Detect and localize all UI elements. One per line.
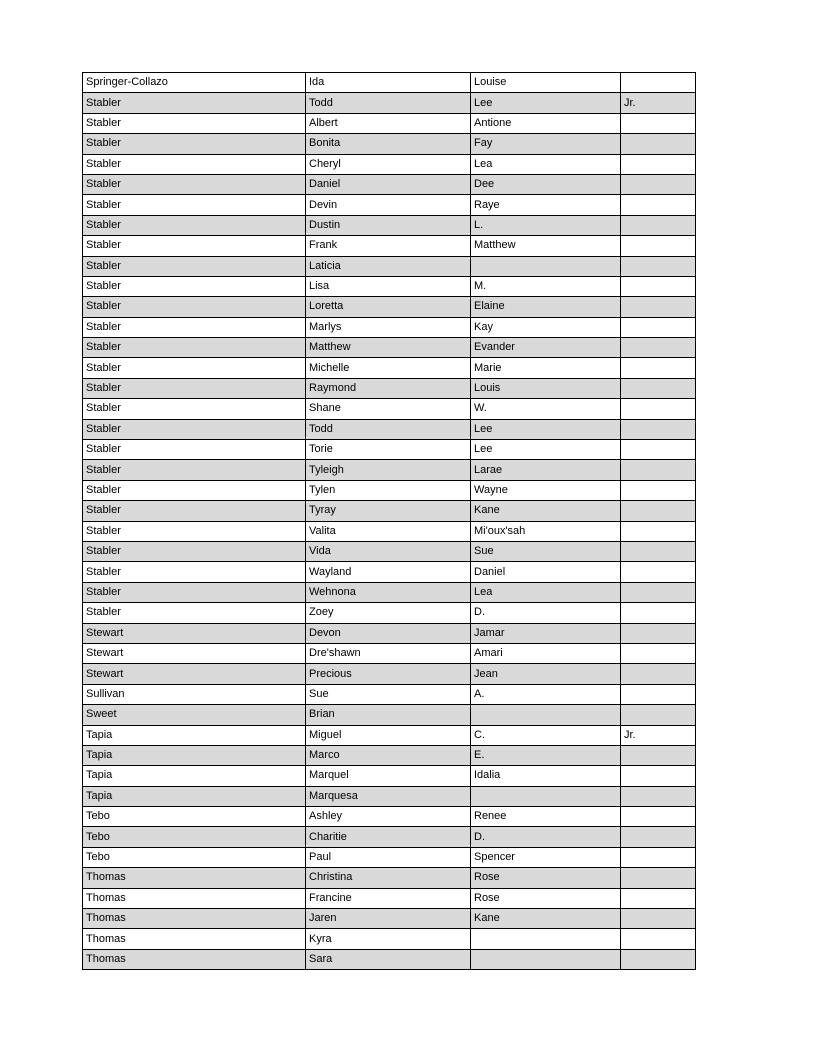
- table-row: [83, 521, 696, 541]
- first-name-cell: Torie: [306, 440, 471, 460]
- suffix-cell: [621, 440, 696, 460]
- first-name-cell: Sue: [306, 684, 471, 704]
- first-name-cell: Francine: [306, 888, 471, 908]
- middle-name-cell: Idalia: [471, 766, 621, 786]
- last-name-cell: Stewart: [83, 623, 306, 643]
- last-name-cell: Stabler: [83, 603, 306, 623]
- suffix-cell: [621, 256, 696, 276]
- middle-name-cell: Elaine: [471, 297, 621, 317]
- last-name-cell: Tebo: [83, 847, 306, 867]
- suffix-cell: [621, 317, 696, 337]
- table-row: [83, 480, 696, 500]
- table-row: [83, 338, 696, 358]
- suffix-cell: [621, 195, 696, 215]
- table-row: [83, 195, 696, 215]
- middle-name-cell: Dee: [471, 174, 621, 194]
- first-name-cell: Frank: [306, 236, 471, 256]
- table-row: [83, 358, 696, 378]
- middle-name-cell: [471, 949, 621, 969]
- middle-name-cell: E.: [471, 745, 621, 765]
- middle-name-cell: Raye: [471, 195, 621, 215]
- first-name-cell: Bonita: [306, 134, 471, 154]
- middle-name-cell: Evander: [471, 338, 621, 358]
- table-row: [83, 460, 696, 480]
- table-row: [83, 154, 696, 174]
- suffix-cell: [621, 562, 696, 582]
- table-row: [83, 603, 696, 623]
- first-name-cell: Shane: [306, 399, 471, 419]
- table-row: [83, 582, 696, 602]
- middle-name-cell: [471, 929, 621, 949]
- last-name-cell: Stabler: [83, 582, 306, 602]
- table-row: [83, 664, 696, 684]
- table-row: [83, 378, 696, 398]
- last-name-cell: Stabler: [83, 358, 306, 378]
- middle-name-cell: [471, 705, 621, 725]
- last-name-cell: Stabler: [83, 276, 306, 296]
- suffix-cell: [621, 236, 696, 256]
- last-name-cell: Stabler: [83, 174, 306, 194]
- suffix-cell: [621, 541, 696, 561]
- suffix-cell: [621, 399, 696, 419]
- middle-name-cell: D.: [471, 827, 621, 847]
- suffix-cell: [621, 888, 696, 908]
- suffix-cell: [621, 786, 696, 806]
- first-name-cell: Laticia: [306, 256, 471, 276]
- first-name-cell: Wayland: [306, 562, 471, 582]
- table-row: [83, 786, 696, 806]
- middle-name-cell: Antione: [471, 113, 621, 133]
- last-name-cell: Stewart: [83, 664, 306, 684]
- first-name-cell: Daniel: [306, 174, 471, 194]
- middle-name-cell: Lee: [471, 419, 621, 439]
- suffix-cell: [621, 582, 696, 602]
- suffix-cell: [621, 215, 696, 235]
- first-name-cell: Tylen: [306, 480, 471, 500]
- middle-name-cell: [471, 786, 621, 806]
- first-name-cell: Kyra: [306, 929, 471, 949]
- middle-name-cell: Amari: [471, 643, 621, 663]
- first-name-cell: Marquel: [306, 766, 471, 786]
- table-row: [83, 73, 696, 93]
- first-name-cell: Zoey: [306, 603, 471, 623]
- last-name-cell: Stabler: [83, 562, 306, 582]
- middle-name-cell: Sue: [471, 541, 621, 561]
- first-name-cell: Albert: [306, 113, 471, 133]
- table-row: [83, 297, 696, 317]
- first-name-cell: Devon: [306, 623, 471, 643]
- table-row: [83, 501, 696, 521]
- last-name-cell: Stabler: [83, 93, 306, 113]
- table-row: [83, 93, 696, 113]
- suffix-cell: [621, 134, 696, 154]
- last-name-cell: Stabler: [83, 378, 306, 398]
- middle-name-cell: Jean: [471, 664, 621, 684]
- middle-name-cell: Rose: [471, 888, 621, 908]
- table-row: [83, 868, 696, 888]
- first-name-cell: Ashley: [306, 807, 471, 827]
- middle-name-cell: Kane: [471, 909, 621, 929]
- last-name-cell: Stabler: [83, 440, 306, 460]
- suffix-cell: [621, 419, 696, 439]
- last-name-cell: Stabler: [83, 399, 306, 419]
- first-name-cell: Lisa: [306, 276, 471, 296]
- first-name-cell: Valita: [306, 521, 471, 541]
- middle-name-cell: Fay: [471, 134, 621, 154]
- table-row: [83, 419, 696, 439]
- last-name-cell: Stabler: [83, 134, 306, 154]
- middle-name-cell: Lee: [471, 93, 621, 113]
- last-name-cell: Stabler: [83, 113, 306, 133]
- last-name-cell: Tapia: [83, 766, 306, 786]
- suffix-cell: [621, 603, 696, 623]
- middle-name-cell: A.: [471, 684, 621, 704]
- table-row: [83, 949, 696, 969]
- table-row: [83, 827, 696, 847]
- suffix-cell: [621, 827, 696, 847]
- table-row: [83, 113, 696, 133]
- middle-name-cell: [471, 256, 621, 276]
- first-name-cell: Todd: [306, 93, 471, 113]
- table-row: [83, 909, 696, 929]
- first-name-cell: Ida: [306, 73, 471, 93]
- table-row: [83, 440, 696, 460]
- first-name-cell: Marquesa: [306, 786, 471, 806]
- suffix-cell: [621, 73, 696, 93]
- last-name-cell: Tapia: [83, 725, 306, 745]
- suffix-cell: [621, 276, 696, 296]
- suffix-cell: [621, 684, 696, 704]
- middle-name-cell: Lea: [471, 154, 621, 174]
- last-name-cell: Sweet: [83, 705, 306, 725]
- table-row: [83, 643, 696, 663]
- middle-name-cell: Spencer: [471, 847, 621, 867]
- table-row: [83, 847, 696, 867]
- last-name-cell: Thomas: [83, 868, 306, 888]
- middle-name-cell: Louis: [471, 378, 621, 398]
- middle-name-cell: W.: [471, 399, 621, 419]
- middle-name-cell: D.: [471, 603, 621, 623]
- table-row: [83, 215, 696, 235]
- table-row: [83, 766, 696, 786]
- suffix-cell: [621, 766, 696, 786]
- last-name-cell: Tebo: [83, 807, 306, 827]
- last-name-cell: Thomas: [83, 929, 306, 949]
- table-row: [83, 317, 696, 337]
- suffix-cell: [621, 521, 696, 541]
- name-table: [82, 72, 696, 970]
- suffix-cell: [621, 113, 696, 133]
- table-row: [83, 929, 696, 949]
- first-name-cell: Miguel: [306, 725, 471, 745]
- middle-name-cell: Larae: [471, 460, 621, 480]
- suffix-cell: [621, 745, 696, 765]
- last-name-cell: Stabler: [83, 521, 306, 541]
- table-row: [83, 623, 696, 643]
- first-name-cell: Raymond: [306, 378, 471, 398]
- suffix-cell: [621, 501, 696, 521]
- last-name-cell: Stewart: [83, 643, 306, 663]
- suffix-cell: Jr.: [621, 93, 696, 113]
- first-name-cell: Tyray: [306, 501, 471, 521]
- table-row: [83, 745, 696, 765]
- last-name-cell: Stabler: [83, 338, 306, 358]
- first-name-cell: Jaren: [306, 909, 471, 929]
- first-name-cell: Cheryl: [306, 154, 471, 174]
- suffix-cell: [621, 847, 696, 867]
- suffix-cell: [621, 358, 696, 378]
- middle-name-cell: Kay: [471, 317, 621, 337]
- last-name-cell: Stabler: [83, 195, 306, 215]
- last-name-cell: Stabler: [83, 297, 306, 317]
- middle-name-cell: Jamar: [471, 623, 621, 643]
- first-name-cell: Wehnona: [306, 582, 471, 602]
- table-row: [83, 236, 696, 256]
- suffix-cell: Jr.: [621, 725, 696, 745]
- table-row: [83, 807, 696, 827]
- first-name-cell: Todd: [306, 419, 471, 439]
- last-name-cell: Stabler: [83, 460, 306, 480]
- middle-name-cell: Daniel: [471, 562, 621, 582]
- suffix-cell: [621, 949, 696, 969]
- middle-name-cell: Marie: [471, 358, 621, 378]
- table-row: [83, 888, 696, 908]
- last-name-cell: Stabler: [83, 419, 306, 439]
- table-row: [83, 725, 696, 745]
- middle-name-cell: M.: [471, 276, 621, 296]
- first-name-cell: Michelle: [306, 358, 471, 378]
- last-name-cell: Springer-Collazo: [83, 73, 306, 93]
- suffix-cell: [621, 705, 696, 725]
- first-name-cell: Matthew: [306, 338, 471, 358]
- first-name-cell: Precious: [306, 664, 471, 684]
- first-name-cell: Paul: [306, 847, 471, 867]
- middle-name-cell: Mi'oux'sah: [471, 521, 621, 541]
- first-name-cell: Marlys: [306, 317, 471, 337]
- middle-name-cell: Louise: [471, 73, 621, 93]
- table-row: [83, 276, 696, 296]
- last-name-cell: Sullivan: [83, 684, 306, 704]
- middle-name-cell: L.: [471, 215, 621, 235]
- table-row: [83, 684, 696, 704]
- table-row: [83, 705, 696, 725]
- last-name-cell: Stabler: [83, 256, 306, 276]
- suffix-cell: [621, 378, 696, 398]
- first-name-cell: Loretta: [306, 297, 471, 317]
- first-name-cell: Brian: [306, 705, 471, 725]
- suffix-cell: [621, 929, 696, 949]
- table-body: [83, 73, 696, 970]
- suffix-cell: [621, 154, 696, 174]
- last-name-cell: Tapia: [83, 745, 306, 765]
- suffix-cell: [621, 868, 696, 888]
- middle-name-cell: Lee: [471, 440, 621, 460]
- suffix-cell: [621, 460, 696, 480]
- suffix-cell: [621, 297, 696, 317]
- last-name-cell: Stabler: [83, 236, 306, 256]
- last-name-cell: Stabler: [83, 215, 306, 235]
- last-name-cell: Stabler: [83, 501, 306, 521]
- suffix-cell: [621, 480, 696, 500]
- suffix-cell: [621, 807, 696, 827]
- first-name-cell: Vida: [306, 541, 471, 561]
- last-name-cell: Stabler: [83, 480, 306, 500]
- first-name-cell: Devin: [306, 195, 471, 215]
- first-name-cell: Charitie: [306, 827, 471, 847]
- suffix-cell: [621, 909, 696, 929]
- table-row: [83, 174, 696, 194]
- last-name-cell: Thomas: [83, 909, 306, 929]
- first-name-cell: Sara: [306, 949, 471, 969]
- suffix-cell: [621, 664, 696, 684]
- suffix-cell: [621, 338, 696, 358]
- suffix-cell: [621, 643, 696, 663]
- table-row: [83, 256, 696, 276]
- last-name-cell: Thomas: [83, 949, 306, 969]
- suffix-cell: [621, 174, 696, 194]
- first-name-cell: Tyleigh: [306, 460, 471, 480]
- last-name-cell: Tapia: [83, 786, 306, 806]
- last-name-cell: Thomas: [83, 888, 306, 908]
- first-name-cell: Christina: [306, 868, 471, 888]
- middle-name-cell: Renee: [471, 807, 621, 827]
- first-name-cell: Dre'shawn: [306, 643, 471, 663]
- middle-name-cell: Wayne: [471, 480, 621, 500]
- middle-name-cell: Lea: [471, 582, 621, 602]
- last-name-cell: Stabler: [83, 154, 306, 174]
- middle-name-cell: Kane: [471, 501, 621, 521]
- last-name-cell: Tebo: [83, 827, 306, 847]
- first-name-cell: Dustin: [306, 215, 471, 235]
- middle-name-cell: Rose: [471, 868, 621, 888]
- suffix-cell: [621, 623, 696, 643]
- table-row: [83, 399, 696, 419]
- table-row: [83, 541, 696, 561]
- table-row: [83, 562, 696, 582]
- last-name-cell: Stabler: [83, 541, 306, 561]
- middle-name-cell: Matthew: [471, 236, 621, 256]
- first-name-cell: Marco: [306, 745, 471, 765]
- last-name-cell: Stabler: [83, 317, 306, 337]
- table-row: [83, 134, 696, 154]
- middle-name-cell: C.: [471, 725, 621, 745]
